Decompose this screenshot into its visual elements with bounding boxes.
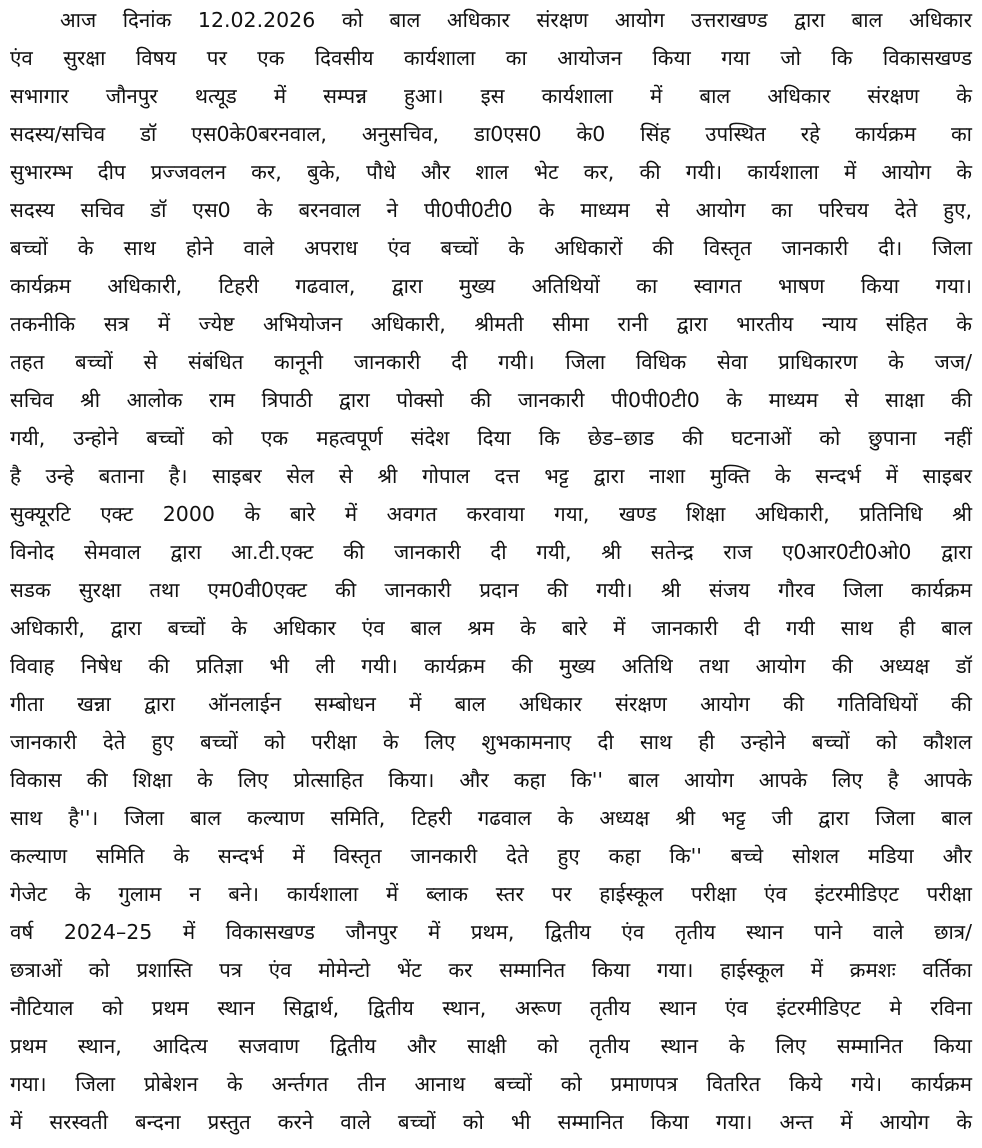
paragraph-line: अधिकारी, द्वारा बच्चों के अधिकार एंव बाल श्रम के बारे में जानकारी दी गयी साथ ही बाल (10, 616, 972, 640)
paragraph-line: तहत बच्चों से संबंधित कानूनी जानकारी दी गयी। जिला विधिक सेवा प्राधिकारण के जज/ (10, 350, 972, 374)
paragraph-line: सडक सुरक्षा तथा एम0वी0एक्ट की जानकारी प्रदान की गयी। श्री संजय गौरव जिला कार्यक्रम (10, 578, 972, 602)
paragraph-line: विनोद सेमवाल द्वारा आ.टी.एक्ट की जानकारी दी गयी, श्री सतेन्द्र राज ए0आर0टी0ओ0 द्वारा (10, 540, 972, 564)
paragraph-line: में सरस्वती बन्दना प्रस्तुत करने वाले बच्चों को भी सम्मानित किया गया। अन्त में आयोग के (10, 1110, 972, 1134)
paragraph-line: सभागार जौनपुर थत्यूड में सम्पन्न हुआ। इस कार्यशाला में बाल अधिकार संरक्षण के (10, 84, 972, 108)
paragraph-line: विवाह निषेध की प्रतिज्ञा भी ली गयी। कार्यक्रम की मुख्य अतिथि तथा आयोग की अध्यक्ष डॉ (10, 654, 972, 678)
paragraph-line: बच्चों के साथ होने वाले अपराध एंव बच्चों के अधिकारों की विस्तृत जानकारी दी। जिला (10, 236, 972, 260)
paragraph-line: कल्याण समिति के सन्दर्भ में विस्तृत जानकारी देते हुए कहा कि'' बच्चे सोशल मडिया और (10, 844, 972, 868)
paragraph-line: छत्राओं को प्रशास्ति पत्र एंव मोमेन्टो भेंट कर सम्मानित किया गया। हाईस्कूल में क्रमशः वर्तिका (10, 958, 972, 982)
paragraph-line: प्रथम स्थान, आदित्य सजवाण द्वितीय और साक्षी को तृतीय स्थान के लिए सम्मानित किया (10, 1034, 972, 1058)
paragraph-line: जानकारी देते हुए बच्चों को परीक्षा के लिए शुभकामनाए दी साथ ही उन्होने बच्चों को कौशल (10, 730, 972, 754)
paragraph-line: गया। जिला प्रोबेशन के अर्न्तगत तीन आनाथ बच्चों को प्रमाणपत्र वितरित किये गये। कार्यक्रम (10, 1072, 972, 1096)
paragraph-line: सुक्यूरटि एक्ट 2000 के बारे में अवगत करवाया गया, खण्ड शिक्षा अधिकारी, प्रतिनिधि श्री (10, 502, 972, 526)
paragraph-line: तकनीकि सत्र में ज्येष्ट अभियोजन अधिकारी, श्रीमती सीमा रानी द्वारा भारतीय न्याय संहित के (10, 312, 972, 336)
paragraph-line: कार्यक्रम अधिकारी, टिहरी गढवाल, द्वारा मुख्य अतिथियों का स्वागत भाषण किया गया। (10, 274, 972, 298)
paragraph-line: सुभारम्भ दीप प्रज्जवलन कर, बुके, पौधे और शाल भेट कर, की गयी। कार्यशाला में आयोग के (10, 160, 972, 184)
paragraph-line: सदस्य सचिव डॉ एस0 के बरनवाल ने पी0पी0टी0 के माध्यम से आयोग का परिचय देते हुए, (10, 198, 972, 222)
paragraph-line: गेजेट के गुलाम न बने। कार्यशाला में ब्लाक स्तर पर हाईस्कूल परीक्षा एंव इंटरमीडिएट परीक्षा (10, 882, 972, 906)
paragraph-line: सदस्य/सचिव डॉ एस0के0बरनवाल, अनुसचिव, डा0एस0 के0 सिंह उपस्थित रहे कार्यक्रम का (10, 122, 972, 146)
paragraph-line: नौटियाल को प्रथम स्थान सिद्वार्थ, द्वितीय स्थान, अरूण तृतीय स्थान एंव इंटरमीडिएट मे रविना (10, 996, 972, 1020)
paragraph-line: विकास की शिक्षा के लिए प्रोत्साहित किया। और कहा कि'' बाल आयोग आपके लिए है आपके (10, 768, 972, 792)
paragraph-line: वर्ष 2024–25 में विकासखण्ड जौनपुर में प्रथम, द्वितीय एंव तृतीय स्थान पाने वाले छात्र/ (10, 920, 972, 944)
paragraph-line: आज दिनांक 12.02.2026 को बाल अधिकार संरक्षण आयोग उत्तराखण्ड द्वारा बाल अधिकार (60, 8, 972, 32)
paragraph-line: एंव सुरक्षा विषय पर एक दिवसीय कार्यशाला का आयोजन किया गया जो कि विकासखण्ड (10, 46, 972, 70)
paragraph-line: गयी, उन्होने बच्चों को एक महत्वपूर्ण संदेश दिया कि छेड–छाड की घटनाओं को छुपाना नहीं (10, 426, 972, 450)
paragraph-line: है उन्हे बताना है। साइबर सेल से श्री गोपाल दत्त भट्ट द्वारा नाशा मुक्ति के सन्दर्भ में साइबर (10, 464, 972, 488)
paragraph-line: साथ है''। जिला बाल कल्याण समिति, टिहरी गढवाल के अध्यक्ष श्री भट्ट जी द्वारा जिला बाल (10, 806, 972, 830)
paragraph-line: गीता खन्ना द्वारा ऑनलाईन सम्बोधन में बाल अधिकार संरक्षण आयोग की गतिविधियों की (10, 692, 972, 716)
paragraph-line: सचिव श्री आलोक राम त्रिपाठी द्वारा पोक्सो की जानकारी पी0पी0टी0 के माध्यम से साक्षा की (10, 388, 972, 412)
